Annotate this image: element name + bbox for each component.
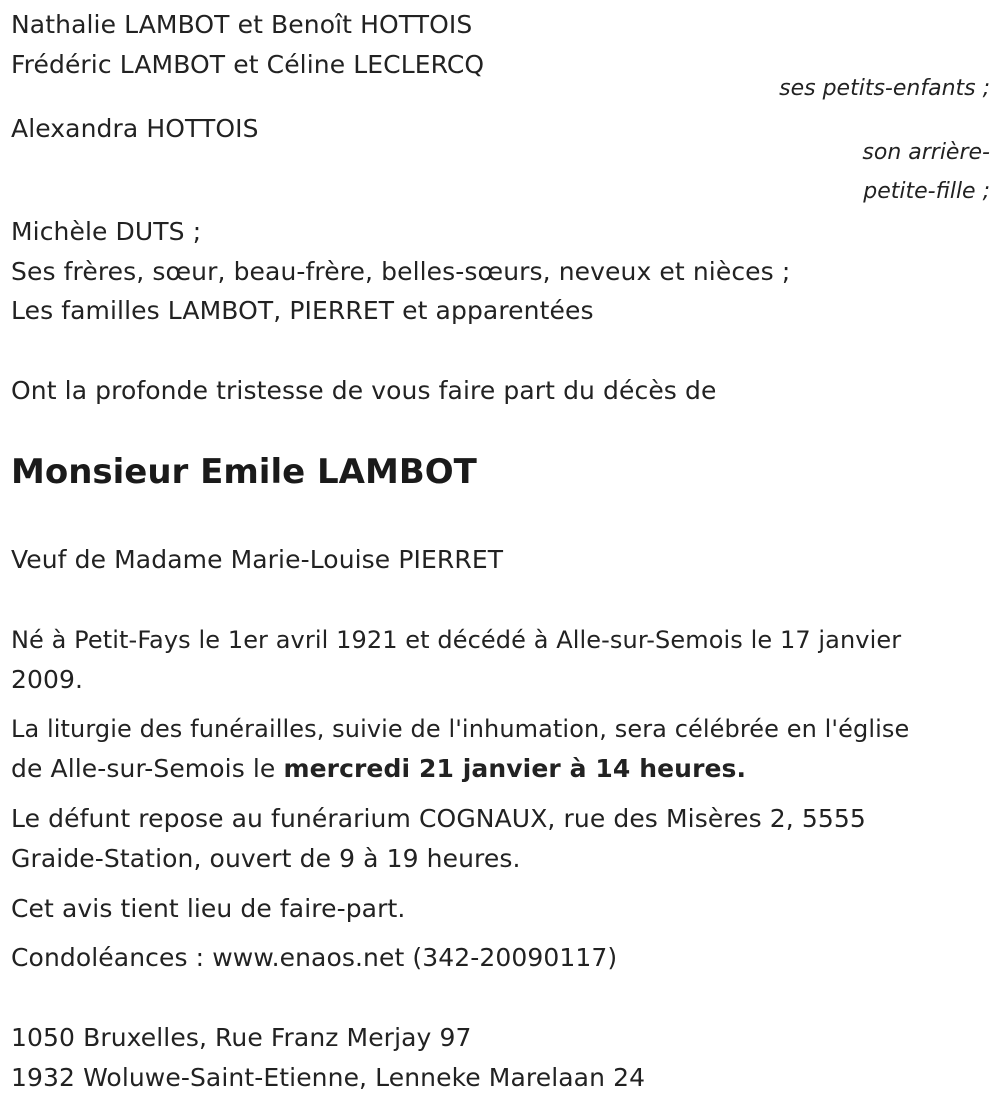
announcement: Ont la profonde tristesse de vous faire part du décès de: [11, 376, 717, 405]
notice-line: Cet avis tient lieu de faire-part.: [11, 894, 406, 923]
birth-death-line-1: Né à Petit-Fays le 1er avril 1921 et décédé à Alle-sur-Semois le 17 janvier: [11, 626, 902, 654]
address-1: 1050 Bruxelles, Rue Franz Merjay 97: [11, 1023, 472, 1052]
widower-line: Veuf de Madame Marie-Louise PIERRET: [11, 545, 504, 574]
funeral-date-time: mercredi 21 janvier à 14 heures.: [283, 754, 747, 783]
family-line-6: Les familles LAMBOT, PIERRET et apparentées: [11, 296, 594, 325]
liturgy-line-1: La liturgie des funérailles, suivie de l'inhumation, sera célébrée en l'église: [11, 715, 910, 743]
birth-death-line-2: 2009.: [11, 665, 84, 694]
great-grandchild-label-2: petite-fille ;: [863, 179, 990, 204]
rest-line-1: Le défunt repose au funérarium COGNAUX, rue des Misères 2, 5555: [11, 804, 866, 833]
rest-line-2: Graide-Station, ouvert de 9 à 19 heures.: [11, 844, 521, 873]
family-line-1: Nathalie LAMBOT et Benoît HOTTOIS: [11, 10, 473, 39]
family-line-2: Frédéric LAMBOT et Céline LECLERCQ: [11, 50, 485, 79]
family-line-5: Ses frères, sœur, beau-frère, belles-sœurs, neveux et nièces ;: [11, 257, 791, 286]
address-2: 1932 Woluwe-Saint-Etienne, Lenneke Marelaan 24: [11, 1063, 646, 1092]
grandchildren-label: ses petits-enfants ;: [779, 76, 990, 101]
family-line-4: Michèle DUTS ;: [11, 217, 202, 246]
liturgy-line-2-prefix: de Alle-sur-Semois le: [11, 754, 284, 783]
liturgy-line-2: [11, 749, 746, 789]
great-grandchild-label-1: son arrière-: [862, 140, 990, 165]
condolences-line: Condoléances : www.enaos.net (342-20090117): [11, 943, 618, 972]
deceased-name: Monsieur Emile LAMBOT: [11, 452, 477, 492]
family-line-3: Alexandra HOTTOIS: [11, 114, 259, 143]
